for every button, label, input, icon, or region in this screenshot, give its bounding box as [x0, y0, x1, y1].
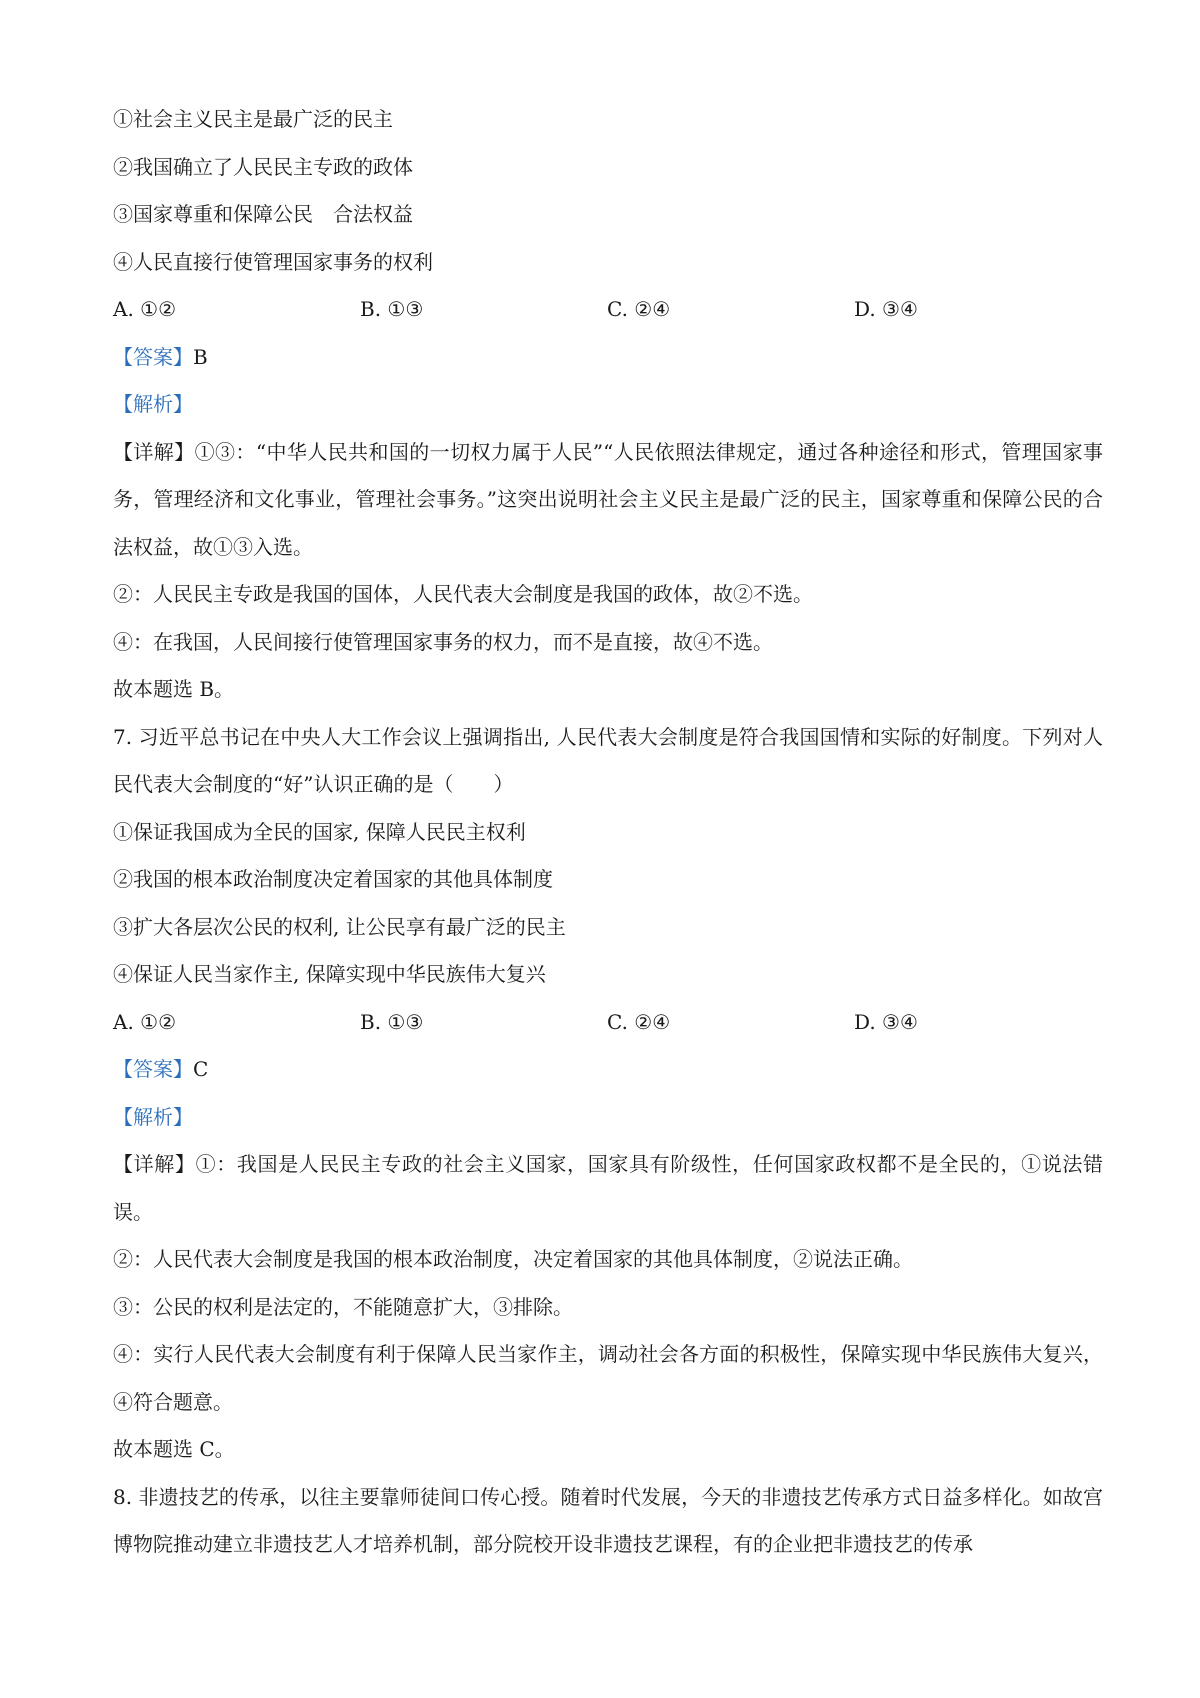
q7-statement-3: ③扩大各层次公民的权利, 让公民享有最广泛的民主 [113, 914, 566, 939]
q6-option-d: D. ③④ [854, 297, 918, 321]
q7-option-a: A. ①② [113, 1009, 177, 1034]
q7-statement-1: ①保证我国成为全民的国家, 保障人民民主权利 [113, 819, 526, 844]
q6-option-b: B. ①③ [360, 297, 424, 321]
q7-options [113, 999, 1103, 1047]
q7-statement-4: ④保证人民当家作主, 保障实现中华民族伟大复兴 [113, 962, 546, 986]
q6-statement-3: ③国家尊重和保障公民 合法权益 [113, 202, 413, 226]
q6-statement-4: ④人民直接行使管理国家事务的权利 [113, 249, 433, 274]
q6-detail-3: ④：在我国，人民间接行使管理国家事务的权力，而不是直接，故④不选。 [113, 629, 773, 654]
q7-detail-2: ②：人民代表大会制度是我国的根本政治制度，决定着国家的其他具体制度，②说法正确。 [113, 1247, 913, 1271]
q7-detail-text-1: ①：我国是人民民主专政的社会主义国家，国家具有阶级性，任何国家政权都不是全民的，①说法错误。 [113, 1152, 1104, 1224]
exam-page [113, 96, 1103, 1569]
q6-answer-tag: 【答案】 [113, 344, 193, 369]
q6-detail-2: ②：人民民主专政是我国的国体，人民代表大会制度是我国的政体，故②不选。 [113, 582, 813, 606]
q7-answer: C [193, 1057, 209, 1081]
q7-answer-tag: 【答案】 [113, 1057, 193, 1081]
q7-detail-1 [113, 1141, 1103, 1236]
q6-analysis-tag: 【解析】 [113, 392, 193, 416]
q6-option-a: A. ①② [113, 297, 177, 321]
q7-stem: 7. 习近平总书记在中央人大工作会议上强调指出, 人民代表大会制度是符合我国国情和实际的好制度。下列对人民代表大会制度的“好”认识正确的是（ ） [113, 724, 1103, 796]
q6-statement-1: ①社会主义民主是最广泛的民主 [113, 107, 393, 131]
q6-conclusion: 故本题选 B。 [113, 677, 235, 701]
q7-statement-2: ②我国的根本政治制度决定着国家的其他具体制度 [113, 867, 553, 891]
q6-answer-line [113, 334, 1103, 382]
q6-answer: B [193, 344, 208, 369]
q7-detail-4: ④：实行人民代表大会制度有利于保障人民当家作主，调动社会各方面的积极性，保障实现中华民族伟大复兴，④符合题意。 [113, 1342, 1103, 1414]
q7-answer-line [113, 1046, 1103, 1094]
q7-analysis-line [113, 1094, 1103, 1142]
q7-option-d: D. ③④ [854, 1009, 918, 1034]
q7-option-b: B. ①③ [360, 1009, 424, 1034]
q6-statement-2: ②我国确立了人民民主专政的政体 [113, 154, 413, 179]
q6-detail-tag: 【详解】 [113, 439, 195, 464]
q7-detail-tag: 【详解】 [113, 1152, 196, 1176]
q7-conclusion: 故本题选 C。 [113, 1437, 235, 1461]
q6-options [113, 286, 1103, 334]
q6-detail-text-1: ①③：“中华人民共和国的一切权力属于人民”“人民依照法律规定，通过各种途径和形式，管理国家事务，管理经济和文化事业，管理社会事务。”这突出说明社会主义民主是最广泛的民主，国家尊重和保障公民的合法权益，故①③入选。 [113, 439, 1103, 559]
q7-option-c: C. ②④ [607, 1009, 671, 1034]
q7-detail-3: ③：公民的权利是法定的，不能随意扩大，③排除。 [113, 1294, 573, 1319]
q6-option-c: C. ②④ [607, 297, 671, 321]
q6-analysis-line [113, 381, 1103, 429]
q6-detail-1 [113, 429, 1103, 572]
q8-stem: 8. 非遗技艺的传承，以往主要靠师徒间口传心授。随着时代发展，今天的非遗技艺传承方式日益多样化。如故宫博物院推动建立非遗技艺人才培养机制，部分院校开设非遗技艺课程，有的企业把非遗技艺的传承 [113, 1484, 1103, 1556]
q7-analysis-tag: 【解析】 [113, 1104, 193, 1129]
